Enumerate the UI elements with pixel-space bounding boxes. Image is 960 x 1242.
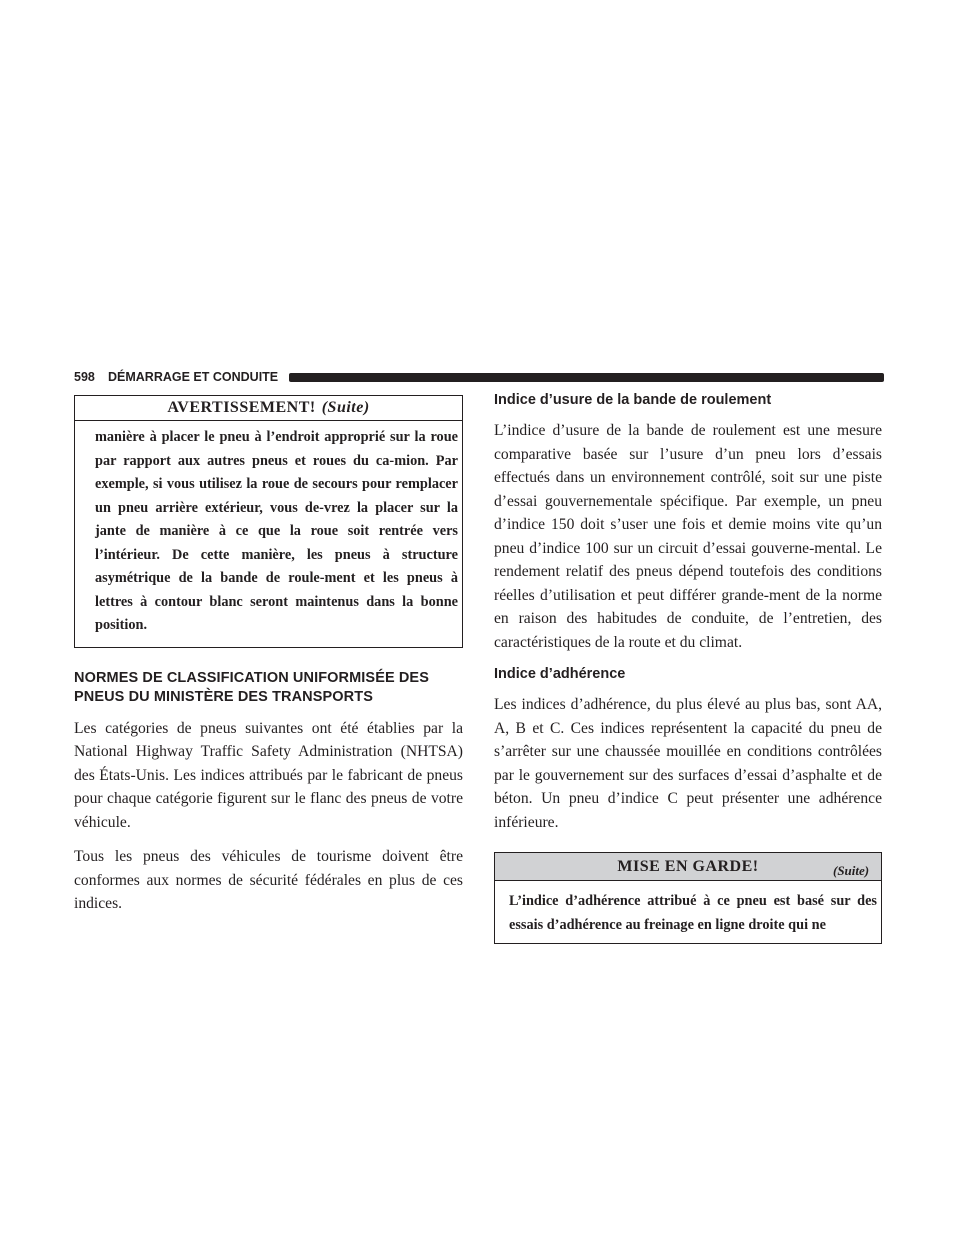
tire-grading-heading: NORMES DE CLASSIFICATION UNIFORMISÉE DES PNEUS DU MINISTÈRE DES TRANSPORTS bbox=[74, 669, 429, 705]
warning-title-text: AVERTISSEMENT! bbox=[167, 399, 316, 416]
right-column bbox=[494, 391, 882, 944]
treadwear-text: L’indice d’usure de la bande de roulement est une mesure comparative basée sur l’usure d’un pneu lors d’essais effectués dans un environnement contrôlé, soit sur une piste d’essai gouvernementale spécifique. Par exemple, un pneu d’indice 150 doit s’user une fois et demie moins vite qu’un pneu d’indice 100 sur un circuit d’essai gouverne-mental. Le rendement relatif des pneus dépend toutefois des conditions réelles d’utilisation et peut différer grande-ment de la norme en raison des habitudes de conduite, de l’entretien, des caractéristiques de la route et du climat. bbox=[494, 422, 882, 651]
paragraph-categories: Les catégories de pneus suivantes ont été établies par la National Highway Traffic Safety Administration (NHTSA) des États-Unis. Les indices attribués par le fabricant de pneus pour chaque catégorie figurent sur le flanc des pneus de votre véhicule. bbox=[74, 719, 463, 831]
section-title: DÉMARRAGE ET CONDUITE bbox=[108, 370, 279, 384]
traction-text: Les indices d’adhérence, du plus élevé au plus bas, sont AA, A, B et C. Ces indices représentent la capacité du pneu de s’arrêter sur une chaussée mouillée en conditions contrôlées par le gouvernement sur des surfaces d’essai d’asphalte et de béton. Un pneu d’indice C peut présenter une adhérence inférieure. bbox=[494, 696, 882, 831]
left-column bbox=[74, 395, 463, 927]
warning-title bbox=[75, 396, 462, 421]
header-rule bbox=[289, 373, 884, 382]
page-number: 598 bbox=[74, 370, 95, 384]
caution-title: MISE EN GARDE! bbox=[495, 853, 881, 881]
page-header bbox=[74, 367, 884, 387]
warning-text: manière à placer le pneu à l’endroit approprié sur la roue par rapport aux autres pneus et roues du ca-mion. Par exemple, si vous utilisez la roue de secours pour remplacer un pneu arrière extérieur, vous de-vrez la placer sur la jante de manière à ce que la roue soit rentrée vers l’intérieur. De cette manière, les pneus à structure asymétrique de la bande de roule-ment et les pneus à lettres à contour blanc seront maintenus dans la bonne position. bbox=[95, 429, 458, 633]
warning-title-suffix: (Suite) bbox=[321, 399, 370, 416]
caution-text: L’indice d’adhérence attribué à ce pneu est basé sur des essais d’adhérence au freinage en ligne droite qui ne bbox=[509, 893, 877, 933]
caution-box bbox=[494, 852, 882, 944]
traction-heading: Indice d’adhérence bbox=[494, 666, 626, 682]
continued-label: (Suite) bbox=[833, 863, 870, 878]
treadwear-heading: Indice d’usure de la bande de roulement bbox=[494, 392, 772, 408]
paragraph-standards: Tous les pneus des véhicules de tourisme doivent être conformes aux normes de sécurité fédérales en plus de ces indices. bbox=[74, 848, 463, 912]
warning-box bbox=[74, 395, 463, 648]
